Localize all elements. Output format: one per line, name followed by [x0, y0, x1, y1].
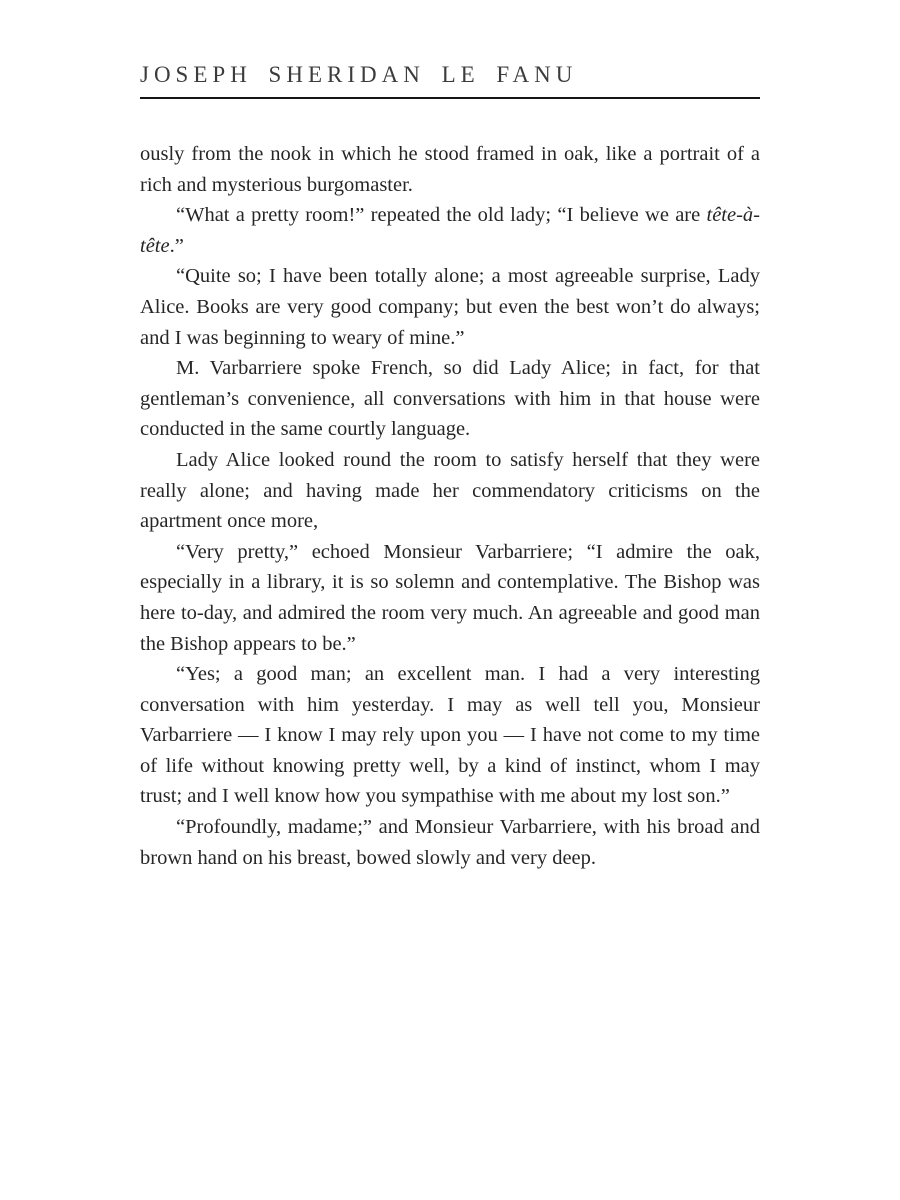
- body-text: M. Varbarriere spoke French, so did Lady Alice; in fact, for that gentleman’s convenience, all conversations with him in that house were conducted in the same courtly language.: [140, 357, 760, 441]
- text-block: [140, 139, 760, 873]
- paragraph: [140, 353, 760, 445]
- body-text: “Profoundly, madame;” and Monsieur Varbarriere, with his broad and brown hand on his breast, bowed slowly and very deep.: [140, 816, 760, 869]
- paragraph: [140, 445, 760, 537]
- italic-text: tête-à-tête: [140, 204, 760, 257]
- body-text: .”: [169, 234, 184, 257]
- paragraph: [140, 659, 760, 812]
- paragraph: [140, 139, 760, 200]
- paragraph: [140, 537, 760, 659]
- paragraph: [140, 200, 760, 261]
- paragraph: [140, 261, 760, 353]
- body-text: “What a pretty room!” repeated the old lady; “I believe we are: [176, 204, 707, 227]
- body-text: “Quite so; I have been totally alone; a most agreeable surprise, Lady Alice. Books are very good company; but even the best won’t do always; and I was beginning to weary of mine.”: [140, 265, 760, 349]
- paragraph: [140, 812, 760, 873]
- body-text: ously from the nook in which he stood framed in oak, like a portrait of a rich and mysterious burgomaster.: [140, 143, 760, 196]
- body-text: “Yes; a good man; an excellent man. I had a very interesting conversation with him yesterday. I may as well tell you, Monsieur Varbarriere — I know I may rely upon you — I have not come to my time of life without knowing pretty well, by a kind of instinct, whom I may trust; and I well know how you sympathise with me about my lost son.”: [140, 663, 760, 808]
- page-header-title: JOSEPH SHERIDAN LE FANU: [140, 62, 760, 99]
- body-text: Lady Alice looked round the room to satisfy herself that they were really alone; and having made her commendatory criticisms on the apartment once more,: [140, 448, 760, 533]
- body-text: “Very pretty,” echoed Monsieur Varbarriere; “I admire the oak, especially in a library, it is so solemn and contemplative. The Bishop was here to-day, and admired the room very much. An agreeable and good man the Bishop appears to be.”: [140, 540, 760, 655]
